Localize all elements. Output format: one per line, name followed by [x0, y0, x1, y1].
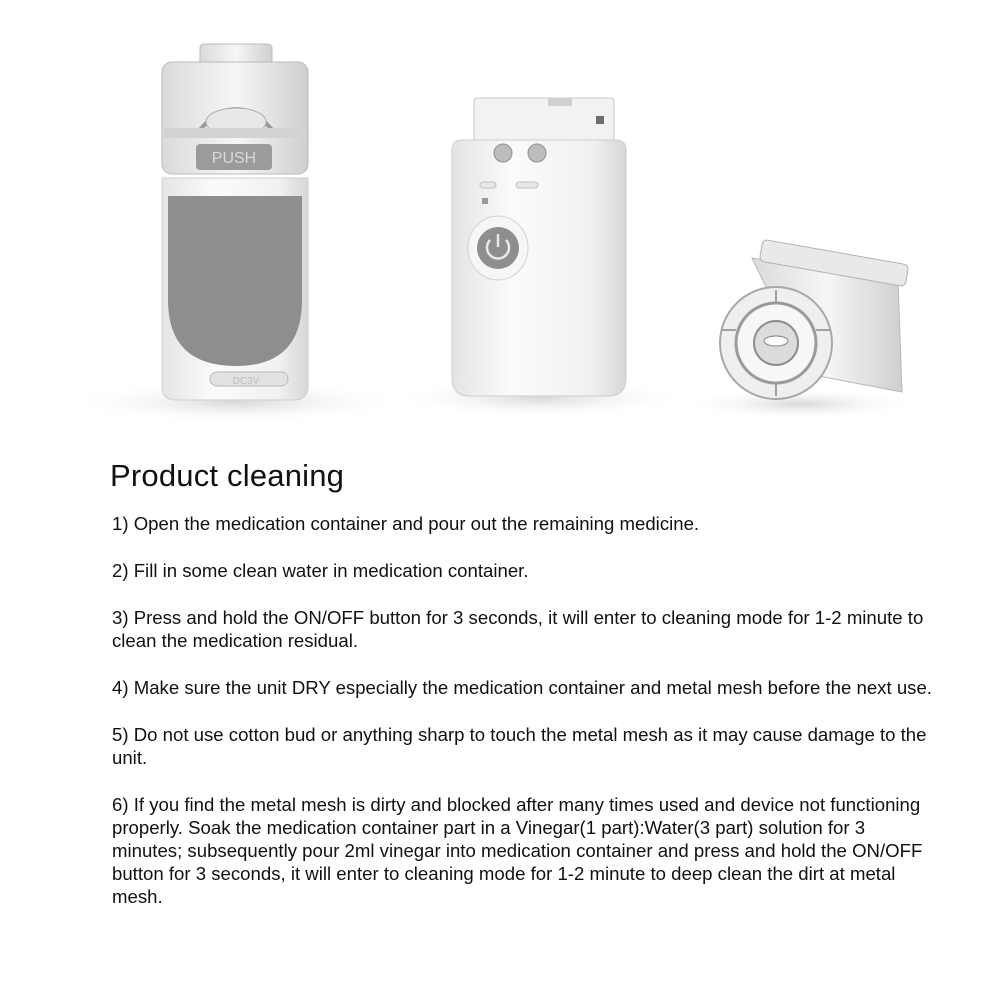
nebulizer-photos [0, 0, 1000, 440]
list-item: 4) Make sure the unit DRY especially the medication container and metal mesh before the next use. [112, 677, 932, 698]
medication-container [680, 239, 920, 420]
nebulizer-rear-view [390, 98, 690, 418]
dc-label: DC3V [232, 376, 260, 387]
cleaning-steps-list [112, 512, 932, 932]
list-item: 2) Fill in some clean water in medication container. [112, 560, 529, 581]
nebulizer-front-view [66, 44, 406, 424]
list-item: 5) Do not use cotton bud or anything sharp to touch the metal mesh as it may cause damage to the unit. [112, 724, 927, 768]
list-item: 6) If you find the metal mesh is dirty and blocked after many times used and device not functioning properly. Soak the medication container part in a Vinegar(1 part):Water(3 part) solution for 3 minutes; subsequently pour 2ml vinegar into medication container and press and hold the ON/OFF button for 3 seconds, it will enter to cleaning mode for 1-2 minute to deep clean the dirt at metal mesh. [112, 794, 923, 907]
product-illustration [0, 0, 1000, 440]
push-label: PUSH [211, 150, 257, 167]
list-item: 1) Open the medication container and pour out the remaining medicine. [112, 513, 700, 534]
list-item: 3) Press and hold the ON/OFF button for 3 seconds, it will enter to cleaning mode for 1-2 minute to clean the medication residual. [112, 607, 924, 651]
power-button-icon [477, 227, 519, 269]
page-title: Product cleaning [110, 458, 345, 493]
